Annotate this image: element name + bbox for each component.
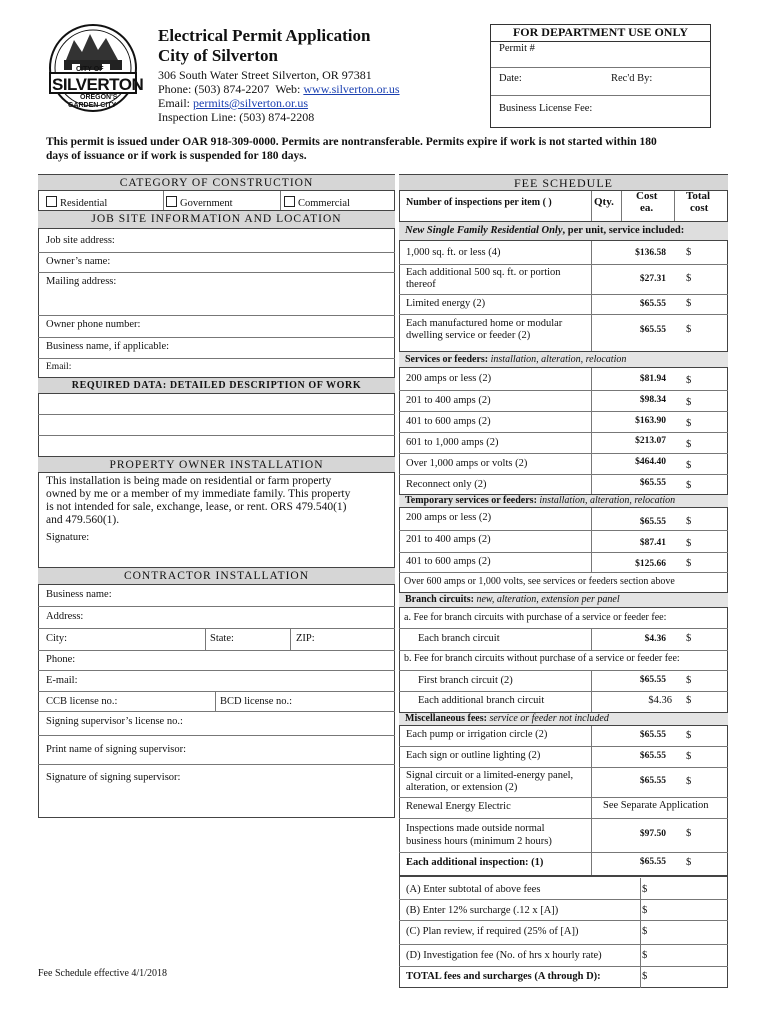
fee-after-hours: $97.50 <box>639 829 666 839</box>
web-label: Web: <box>275 82 301 96</box>
fee-additional-500: $27.31 <box>639 274 666 284</box>
total-serv-600[interactable]: $ <box>686 418 692 429</box>
city-phone: Phone: (503) 874-2207 <box>158 82 270 96</box>
fee-temp-200: $65.55 <box>639 517 666 527</box>
zip-field[interactable]: ZIP: <box>296 633 315 644</box>
total-each-branch[interactable]: $ <box>686 633 692 644</box>
total-fees-input[interactable]: $ <box>642 971 648 982</box>
fee-row-pump: Each pump or irrigation circle (2) <box>406 729 548 740</box>
fee-sign: $65.55 <box>639 751 666 761</box>
fee-row-serv-over1000: Over 1,000 amps or volts (2) <box>406 458 528 469</box>
logo-tagline-1: OREGON'S <box>80 94 118 101</box>
logo-tagline-2: GARDEN CITY <box>68 102 117 109</box>
branch-bold: Branch circuits: <box>405 594 474 605</box>
total-serv-200[interactable]: $ <box>686 375 692 386</box>
residential-option[interactable] <box>46 196 107 209</box>
fee-row-signal-1: Signal circuit or a limited-energy panel, <box>406 770 574 781</box>
permit-notice-line-2: days of issuance or if work is suspended for 180 days. <box>46 150 307 162</box>
fee-serv-600: $163.90 <box>635 416 666 426</box>
total-manufactured[interactable]: $ <box>686 324 692 335</box>
government-checkbox[interactable] <box>166 196 177 207</box>
surcharge-label: (B) Enter 12% surcharge (.12 x [A]) <box>406 905 559 916</box>
government-label: Government <box>180 198 233 209</box>
col-cost-header-2: ea. <box>640 202 654 214</box>
total-fees-label: TOTAL fees and surcharges (A through D): <box>406 971 601 982</box>
logo-name: SILVERTON <box>52 75 144 94</box>
signing-supervisor-license-field[interactable]: Signing supervisor’s license no.: <box>46 716 183 727</box>
fee-row-additional-branch: Each additional branch circuit <box>418 695 545 706</box>
total-serv-400[interactable]: $ <box>686 397 692 408</box>
fee-row-each-branch: Each branch circuit <box>418 633 500 644</box>
fee-pump: $65.55 <box>639 730 666 740</box>
fee-additional-inspection: $65.55 <box>639 857 666 867</box>
property-text-2: owned by me or a member of my immediate family. This property <box>46 488 351 500</box>
fee-row-serv-400: 201 to 400 amps (2) <box>406 395 491 406</box>
permit-number-field[interactable]: Permit # <box>499 43 535 54</box>
email-link[interactable]: permits@silverton.or.us <box>193 96 309 110</box>
branch-section <box>399 592 728 608</box>
date-field[interactable]: Date: <box>499 73 522 84</box>
property-text-3: is not intended for sale, exchange, lease, or rent. ORS 479.540(1) <box>46 501 347 513</box>
city-address: 306 South Water Street Silverton, OR 97381 <box>158 68 372 82</box>
total-serv-over1000[interactable]: $ <box>686 460 692 471</box>
services-bold: Services or feeders: <box>405 354 489 365</box>
residential-checkbox[interactable] <box>46 196 57 207</box>
temporary-italic: installation, alteration, relocation <box>536 495 676 506</box>
temporary-bold: Temporary services or feeders: <box>405 495 537 506</box>
city-contact <box>158 82 400 97</box>
email-label: Email: <box>158 96 190 110</box>
page-subtitle: City of Silverton <box>158 46 278 65</box>
total-limited-energy[interactable]: $ <box>686 298 692 309</box>
fee-row-temp-200: 200 amps or less (2) <box>406 512 492 523</box>
logo-city-of: CITY OF <box>76 66 104 73</box>
misc-italic: service or feeder not included <box>486 713 609 724</box>
department-use-title: FOR DEPARTMENT USE ONLY <box>491 25 710 42</box>
fee-row-additional-500-2: thereof <box>406 279 436 290</box>
total-additional-branch[interactable]: $ <box>686 695 692 706</box>
fee-serv-over1000: $464.40 <box>635 457 666 467</box>
fee-row-manufactured-2: dwelling service or feeder (2) <box>406 330 531 341</box>
col-total-header-2: cost <box>690 202 709 214</box>
total-first-branch[interactable]: $ <box>686 675 692 686</box>
fee-renewal-note: See Separate Application <box>603 800 709 811</box>
fee-limited-energy: $65.55 <box>639 299 666 309</box>
commercial-checkbox[interactable] <box>284 196 295 207</box>
branch-a-note: a. Fee for branch circuits with purchase of a service or feeder fee: <box>404 612 667 623</box>
services-section <box>399 351 728 368</box>
bcd-license-field[interactable]: BCD license no.: <box>220 696 293 707</box>
property-text-4: and 479.560(1). <box>46 514 120 526</box>
branch-italic: new, alteration, extension per panel <box>473 594 620 605</box>
commercial-option[interactable] <box>284 196 350 209</box>
fee-row-additional-inspection: Each additional inspection: (1) <box>406 857 544 868</box>
business-name-field[interactable]: Business name, if applicable: <box>46 341 170 352</box>
fee-row-temp-400: 201 to 400 amps (2) <box>406 534 491 545</box>
ccb-license-field[interactable]: CCB license no.: <box>46 696 118 707</box>
fee-temp-600: $125.66 <box>635 559 666 569</box>
surcharge-input[interactable]: $ <box>642 905 648 916</box>
col-cost-header-1: Cost <box>636 190 658 202</box>
new-residential-section <box>399 221 728 241</box>
page-title: Electrical Permit Application <box>158 26 371 45</box>
fee-1000sqft: $136.58 <box>635 248 666 258</box>
city-field[interactable]: City: <box>46 633 68 644</box>
investigation-fee-label: (D) Investigation fee (No. of hrs x hourly rate) <box>406 950 602 961</box>
fee-row-signal-2: alteration, or extension (2) <box>406 782 518 793</box>
total-serv-1000[interactable]: $ <box>686 439 692 450</box>
col-total-header-1: Total <box>686 190 711 202</box>
owner-name-field[interactable]: Owner’s name: <box>46 256 111 267</box>
fee-row-serv-200: 200 amps or less (2) <box>406 373 492 384</box>
inspection-line: Inspection Line: (503) 874-2208 <box>158 110 315 124</box>
department-use-box <box>490 24 711 128</box>
fee-row-first-branch: First branch circuit (2) <box>418 675 513 686</box>
fee-row-after-hours-2: business hours (minimum 2 hours) <box>406 836 552 847</box>
total-sign[interactable]: $ <box>686 751 692 762</box>
total-additional-500[interactable]: $ <box>686 273 692 284</box>
fee-row-serv-600: 401 to 600 amps (2) <box>406 416 491 427</box>
owner-phone-field[interactable]: Owner phone number: <box>46 319 141 330</box>
contractor-phone-field[interactable]: Phone: <box>46 654 76 665</box>
fee-row-temp-600: 401 to 600 amps (2) <box>406 556 491 567</box>
fee-row-serv-1000: 601 to 1,000 amps (2) <box>406 437 499 448</box>
fee-row-sign: Each sign or outline lighting (2) <box>406 750 541 761</box>
required-data-header: REQUIRED DATA: DETAILED DESCRIPTION OF WORK <box>38 377 395 394</box>
new-residential-italic: New Single Family Residential Only <box>405 225 563 236</box>
website-link[interactable]: www.silverton.or.us <box>303 82 400 96</box>
fee-serv-200: $81.94 <box>639 374 666 384</box>
work-description-area[interactable] <box>38 394 395 456</box>
col-qty-header: Qty. <box>594 196 614 208</box>
fee-first-branch: $65.55 <box>639 675 666 685</box>
fee-row-additional-500-1: Each additional 500 sq. ft. or portion <box>406 267 561 278</box>
total-signal[interactable]: $ <box>686 776 692 787</box>
owner-signature-field[interactable]: Signature: <box>46 532 90 543</box>
over-600-note: Over 600 amps or 1,000 volts, see services or feeders section above <box>404 576 675 587</box>
total-additional-inspection[interactable]: $ <box>686 857 692 868</box>
owner-email-field[interactable]: Email: <box>46 362 72 372</box>
city-email <box>158 96 308 111</box>
fee-each-branch: $4.36 <box>644 634 666 644</box>
contractor-header: CONTRACTOR INSTALLATION <box>38 567 395 585</box>
temporary-section <box>399 494 728 508</box>
fee-temp-400: $87.41 <box>639 538 666 548</box>
property-owner-header: PROPERTY OWNER INSTALLATION <box>38 456 395 473</box>
contractor-business-name-field[interactable]: Business name: <box>46 589 112 600</box>
fee-row-limited-energy: Limited energy (2) <box>406 298 486 309</box>
plan-review-input[interactable]: $ <box>642 926 648 937</box>
plan-review-label: (C) Plan review, if required (25% of [A]) <box>406 926 579 937</box>
investigation-fee-input[interactable]: $ <box>642 950 648 961</box>
total-pump[interactable]: $ <box>686 730 692 741</box>
new-residential-rest: , per unit, service included: <box>562 225 685 236</box>
business-license-fee-field[interactable]: Business License Fee: <box>499 103 593 114</box>
total-1000sqft[interactable]: $ <box>686 247 692 258</box>
jobsite-header: JOB SITE INFORMATION AND LOCATION <box>38 210 395 229</box>
total-after-hours[interactable]: $ <box>686 828 692 839</box>
footer-effective-date: Fee Schedule effective 4/1/2018 <box>38 968 167 979</box>
fee-signal: $65.55 <box>639 776 666 786</box>
print-supervisor-name-field[interactable]: Print name of signing supervisor: <box>46 744 186 755</box>
fee-row-1000sqft: 1,000 sq. ft. or less (4) <box>406 247 501 258</box>
property-text-1: This installation is being made on residential or farm property <box>46 475 332 487</box>
services-italic: installation, alteration, relocation <box>488 354 627 365</box>
branch-b-note: b. Fee for branch circuits without purchase of a service or feeder fee: <box>404 653 680 664</box>
permit-notice-line-1: This permit is issued under OAR 918-309-0000. Permits are nontransferable. Permits expire if work is not started within 180 <box>46 136 657 148</box>
residential-label: Residential <box>60 198 108 209</box>
fee-additional-branch: $4.36 <box>648 695 672 706</box>
subtotal-label: (A) Enter subtotal of above fees <box>406 884 541 895</box>
mailing-address-field[interactable]: Mailing address: <box>46 276 117 287</box>
supervisor-signature-field[interactable]: Signature of signing supervisor: <box>46 772 181 783</box>
commercial-label: Commercial <box>298 198 350 209</box>
fee-serv-400: $98.34 <box>639 395 666 405</box>
misc-bold: Miscellaneous fees: <box>405 713 487 724</box>
fee-row-reconnect: Reconnect only (2) <box>406 479 487 490</box>
government-option[interactable] <box>166 196 233 209</box>
contractor-email-field[interactable]: E-mail: <box>46 675 78 686</box>
fee-manufactured: $65.55 <box>639 325 666 335</box>
col-item-header: Number of inspections per item ( ) <box>406 197 552 208</box>
fee-row-after-hours-1: Inspections made outside normal <box>406 823 545 834</box>
category-header: CATEGORY OF CONSTRUCTION <box>38 174 395 191</box>
fee-row-renewal: Renewal Energy Electric <box>406 801 511 812</box>
city-logo <box>46 20 144 116</box>
total-temp-200[interactable]: $ <box>686 516 692 527</box>
fee-schedule-header: FEE SCHEDULE <box>399 174 728 191</box>
fee-reconnect: $65.55 <box>639 478 666 488</box>
job-site-address-field[interactable]: Job site address: <box>46 235 115 246</box>
total-temp-600[interactable]: $ <box>686 558 692 569</box>
state-field[interactable]: State: <box>210 633 234 644</box>
total-reconnect[interactable]: $ <box>686 480 692 491</box>
subtotal-input[interactable]: $ <box>642 884 648 895</box>
fee-row-manufactured-1: Each manufactured home or modular <box>406 318 563 329</box>
contractor-address-field[interactable]: Address: <box>46 611 84 622</box>
received-by-field[interactable]: Rec'd By: <box>611 73 653 84</box>
total-temp-400[interactable]: $ <box>686 538 692 549</box>
fee-serv-1000: $213.07 <box>635 436 666 446</box>
misc-section <box>399 712 728 726</box>
